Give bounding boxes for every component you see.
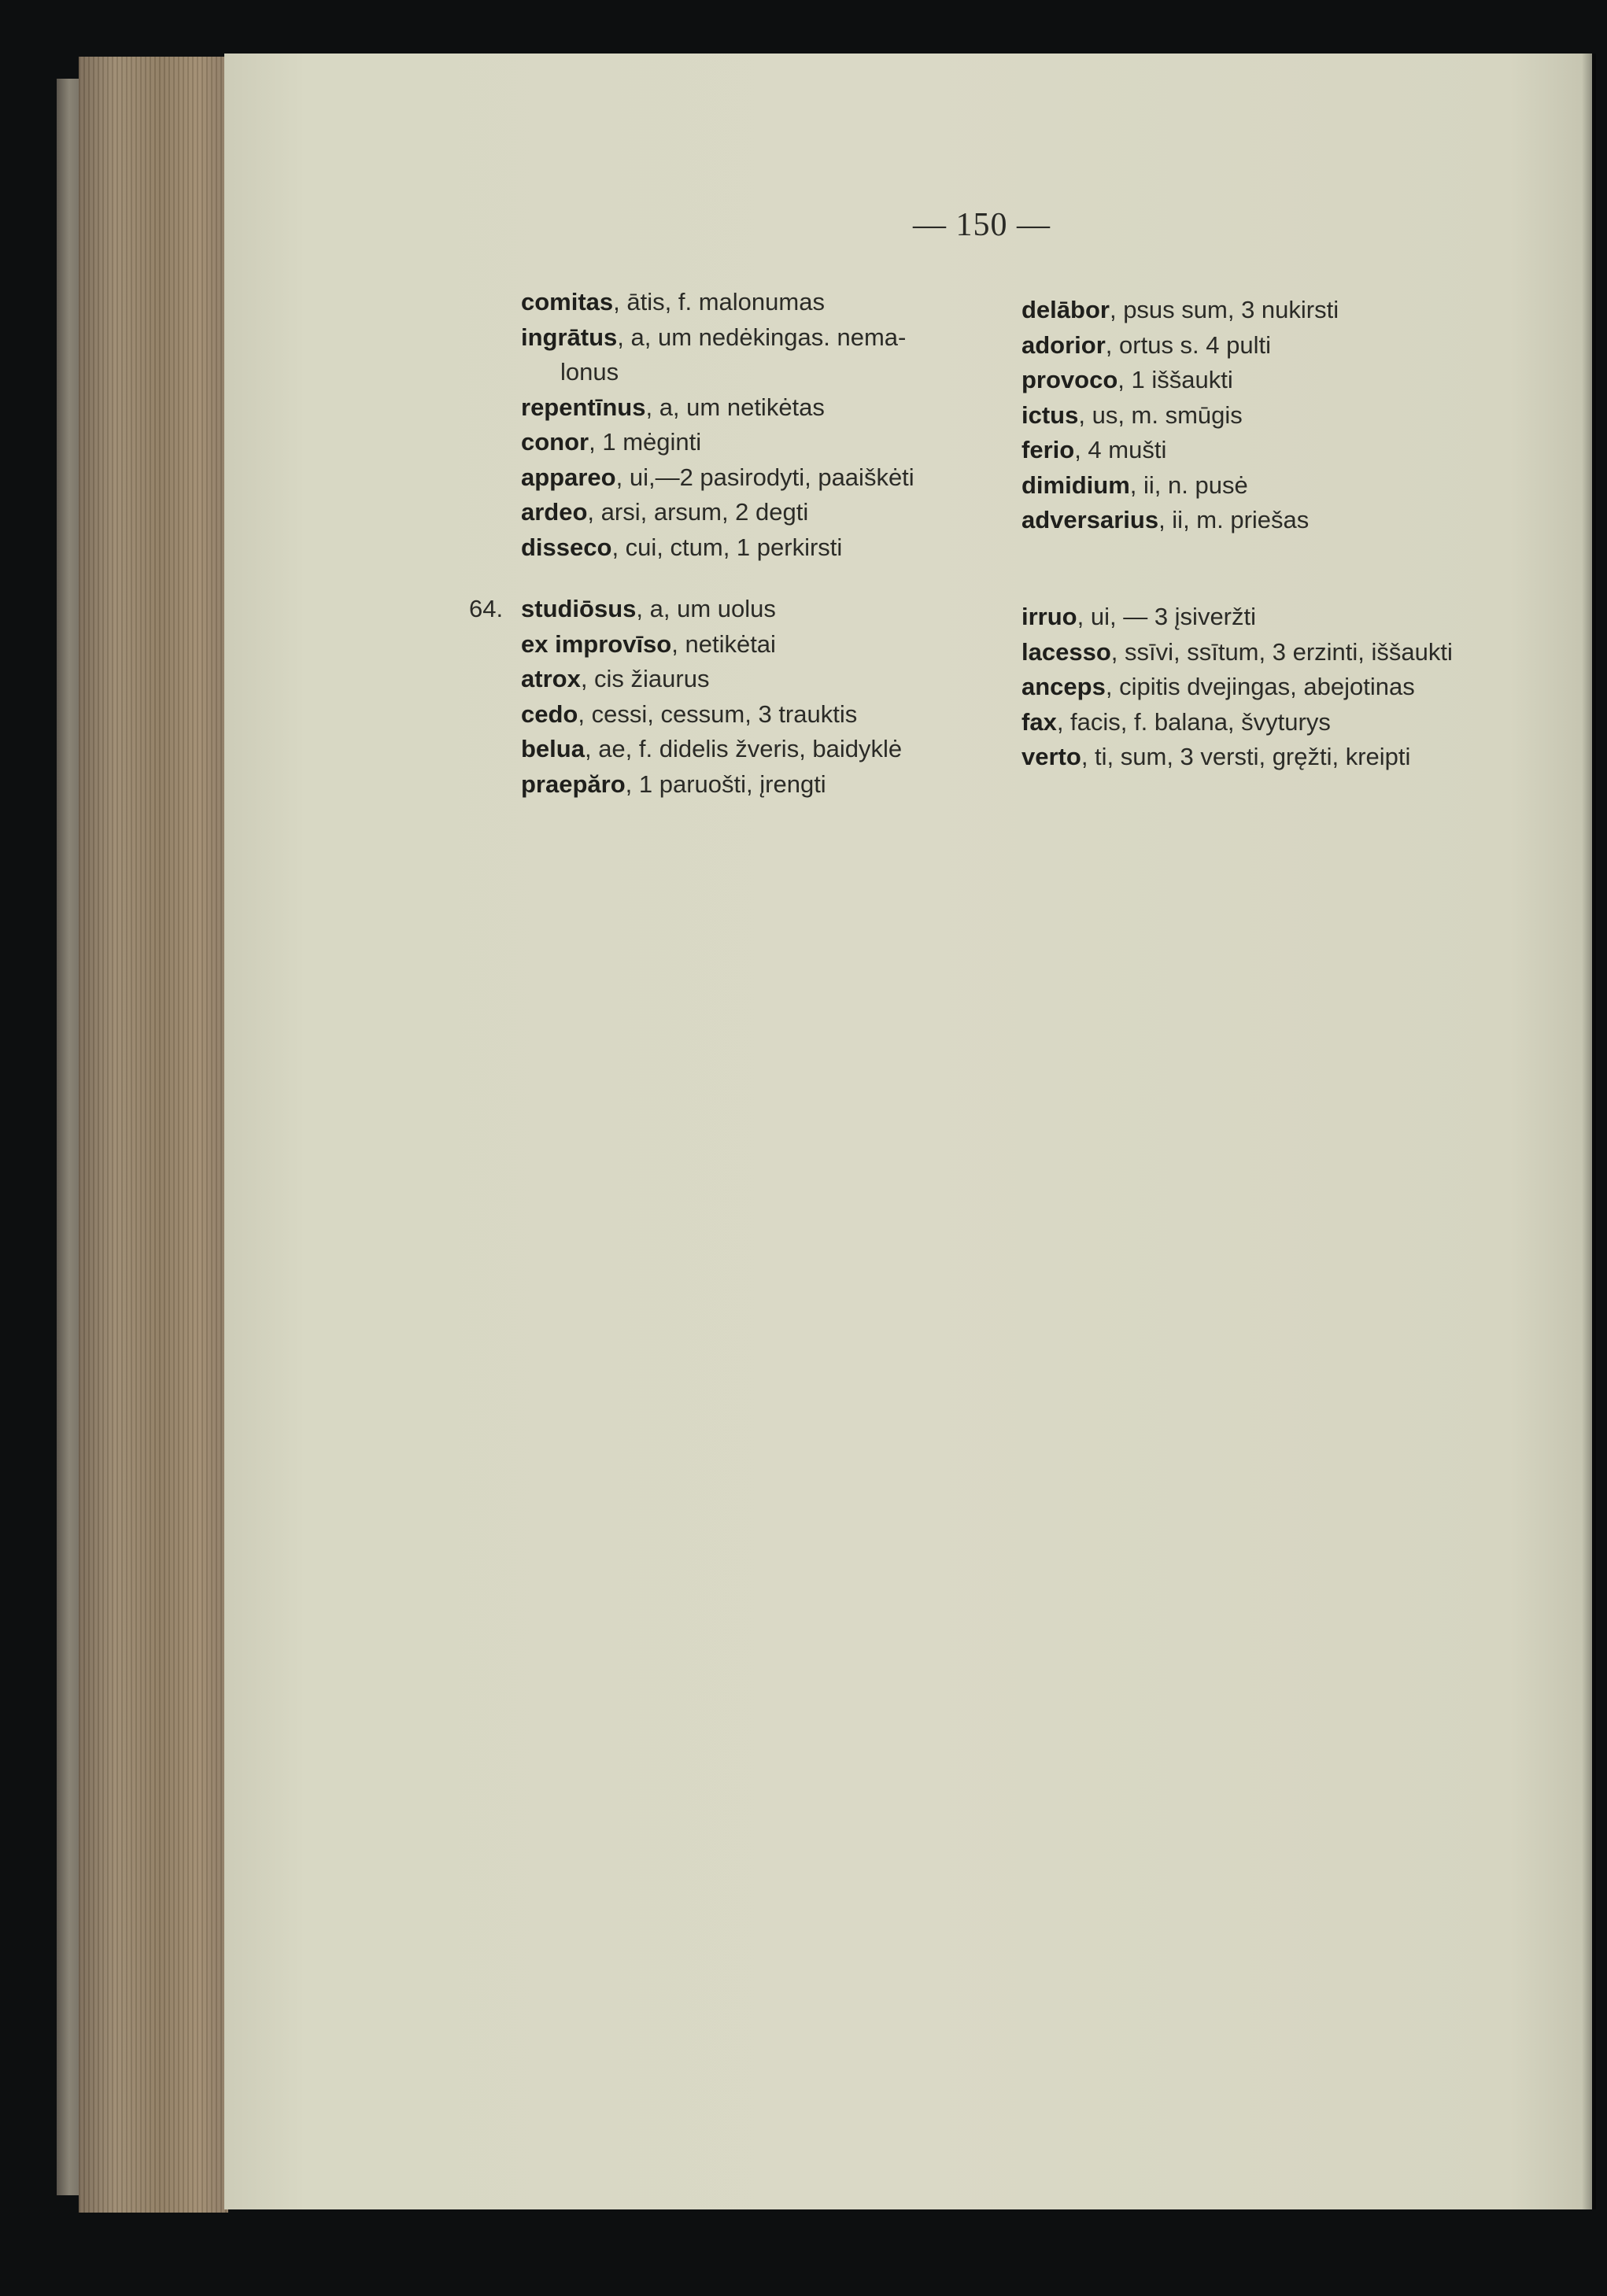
vocab-column-left-2 bbox=[521, 592, 902, 802]
vocab-entry bbox=[1021, 670, 1453, 705]
vocab-entry bbox=[521, 732, 902, 767]
definition: , ortus s. 4 pulti bbox=[1105, 330, 1272, 359]
page-stack-edges bbox=[79, 57, 228, 2213]
vocab-entry bbox=[521, 285, 914, 320]
definition: , 4 mušti bbox=[1074, 436, 1167, 463]
vocab-entry bbox=[1021, 705, 1453, 740]
headword: studiōsus bbox=[521, 595, 637, 622]
page-number: — 150 — bbox=[913, 207, 1051, 243]
headword: cedo bbox=[521, 700, 578, 728]
headword: ardeo bbox=[521, 498, 588, 526]
definition: , ii, n. pusė bbox=[1129, 471, 1248, 499]
vocab-column-right-2 bbox=[1021, 600, 1453, 775]
vocab-entry bbox=[1021, 363, 1339, 398]
vocab-entry bbox=[1021, 503, 1339, 538]
definition: , arsi, arsum, 2 degti bbox=[587, 498, 809, 526]
definition: , cui, ctum, 1 perkirsti bbox=[611, 533, 843, 561]
headword: ferio bbox=[1021, 436, 1075, 463]
headword: dimidium bbox=[1021, 471, 1130, 499]
definition: , facis, f. balana, švyturys bbox=[1056, 707, 1331, 736]
headword: disseco bbox=[521, 533, 612, 561]
headword: praepăro bbox=[521, 770, 626, 798]
headword: lacesso bbox=[1021, 637, 1111, 666]
vocab-entry bbox=[1021, 635, 1453, 670]
vocab-entry bbox=[521, 662, 902, 697]
headword: adorior bbox=[1021, 330, 1106, 359]
gutter-shadow bbox=[1582, 54, 1596, 2209]
definition: , cessi, cessum, 3 trauktis bbox=[578, 700, 858, 728]
vocab-entry bbox=[521, 460, 914, 496]
vocab-column-right-1 bbox=[1021, 293, 1339, 538]
headword: conor bbox=[521, 428, 589, 456]
headword: atrox bbox=[521, 665, 581, 692]
headword: verto bbox=[1021, 743, 1081, 770]
vocab-entry bbox=[1021, 433, 1339, 468]
lesson-number: 64. bbox=[469, 595, 504, 622]
headword: appareo bbox=[521, 463, 616, 491]
vocab-entry bbox=[1021, 398, 1339, 434]
vocab-entry bbox=[521, 627, 902, 663]
definition: , 1 mėginti bbox=[589, 428, 702, 456]
vocab-entry bbox=[521, 767, 902, 803]
definition: , ii, m. priešas bbox=[1158, 506, 1310, 533]
vocab-entry bbox=[521, 320, 914, 356]
definition: , psus sum, 3 nukirsti bbox=[1109, 296, 1339, 323]
vocab-entry bbox=[1021, 740, 1453, 775]
vocab-entry bbox=[1021, 600, 1453, 635]
definition: , ae, f. didelis žveris, baidyklė bbox=[584, 735, 903, 762]
headword: comitas bbox=[521, 288, 614, 316]
vocab-entry bbox=[521, 697, 902, 733]
definition: , ssīvi, ssītum, 3 erzinti, iššaukti bbox=[1110, 637, 1453, 666]
vocab-entry bbox=[521, 592, 902, 627]
vocab-entry bbox=[1021, 328, 1339, 364]
headword: ex improvīso bbox=[521, 629, 672, 658]
vocab-entry bbox=[521, 530, 914, 566]
definition: , a, um netikėtas bbox=[645, 393, 825, 421]
definition: , ui, — 3 įsiveržti bbox=[1077, 603, 1257, 630]
definition: , ti, sum, 3 versti, gręžti, kreipti bbox=[1081, 743, 1411, 770]
definition-continuation: lonus bbox=[560, 358, 619, 386]
vocab-entry bbox=[521, 425, 914, 460]
definition: , ātis, f. malonumas bbox=[613, 288, 825, 316]
vocab-entry bbox=[521, 390, 914, 426]
headword: adversarius bbox=[1021, 506, 1159, 533]
headword: repentīnus bbox=[521, 393, 646, 421]
vocab-column-left-1 bbox=[521, 285, 914, 565]
headword: belua bbox=[521, 735, 585, 762]
definition: , cipitis dvejingas, abejotinas bbox=[1105, 673, 1415, 700]
vocab-entry bbox=[1021, 293, 1339, 328]
definition: , cis žiaurus bbox=[580, 665, 710, 692]
headword: irruo bbox=[1021, 603, 1077, 630]
definition: , netikėtai bbox=[671, 629, 776, 658]
headword: anceps bbox=[1021, 673, 1106, 700]
definition: , ui,—2 pasirodyti, paaiškėti bbox=[615, 463, 914, 491]
headword: fax bbox=[1021, 707, 1057, 736]
headword: ictus bbox=[1021, 401, 1079, 429]
headword: delābor bbox=[1021, 296, 1110, 323]
definition: , 1 paruošti, įrengti bbox=[625, 770, 826, 798]
definition: , us, m. smūgis bbox=[1078, 401, 1243, 429]
definition: , a, um nedėkingas. nema- bbox=[617, 323, 907, 351]
definition: , 1 iššaukti bbox=[1118, 366, 1233, 393]
vocab-entry bbox=[521, 495, 914, 530]
definition: , a, um uolus bbox=[636, 595, 776, 622]
headword: ingrātus bbox=[521, 323, 618, 351]
vocab-entry bbox=[1021, 468, 1339, 504]
headword: provoco bbox=[1021, 366, 1118, 393]
